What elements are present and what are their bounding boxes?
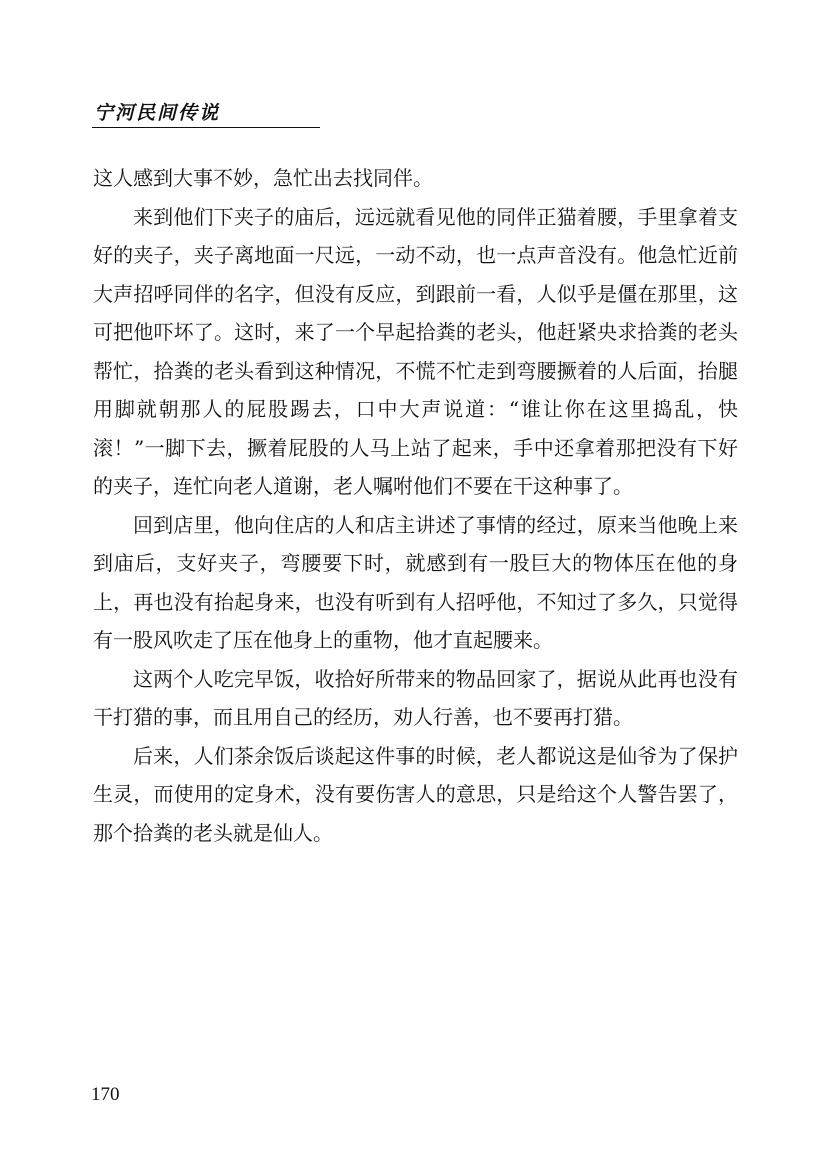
- body-text: [93, 159, 738, 852]
- page-number: 170: [91, 1084, 120, 1105]
- paragraph-1: 这人感到大事不妙，急忙出去找同伴。: [93, 166, 433, 190]
- paragraph-3: 回到店里，他向住店的人和店主讲述了事情的经过，原来当他晚上来到庙后，支好夹子，弯腰要下时，就感到有一股巨大的物体压在他的身上，再也没有抬起身来，也没有听到有人招呼他，不知过了多久，只觉得有一股风吹走了压在他身上的重物，他才直起腰来。: [93, 512, 738, 652]
- paragraph-2: 来到他们下夹子的庙后，远远就看见他的同伴正猫着腰，手里拿着支好的夹子，夹子离地面一尺远，一动不动，也一点声音没有。他急忙近前大声招呼同伴的名字，但没有反应，到跟前一看，人似乎是僵在那里，这可把他吓坏了。这时，来了一个早起拾粪的老头，他赶紧央求拾粪的老头帮忙，拾粪的老头看到这种情况，不慌不忙走到弯腰撅着的人后面，抬腿用脚就朝那人的屁股踢去，口中大声说道：“谁让你在这里捣乱，快滚！”一脚下去，撅着屁股的人马上站了起来，手中还拿着那把没有下好的夹子，连忙向老人道谢，老人嘱咐他们不要在干这种事了。: [93, 204, 738, 498]
- running-header: [92, 101, 320, 128]
- paragraph-5: 后来，人们茶余饭后谈起这件事的时候，老人都说这是仙爷为了保护生灵，而使用的定身术，没有要伤害人的意思，只是给这个人警告罢了，那个拾粪的老头就是仙人。: [93, 743, 738, 845]
- paragraph-4: 这两个人吃完早饭，收拾好所带来的物品回家了，据说从此再也没有干打猎的事，而且用自己的经历，劝人行善，也不要再打猎。: [93, 666, 738, 729]
- book-title: 宁河民间传说: [94, 102, 221, 124]
